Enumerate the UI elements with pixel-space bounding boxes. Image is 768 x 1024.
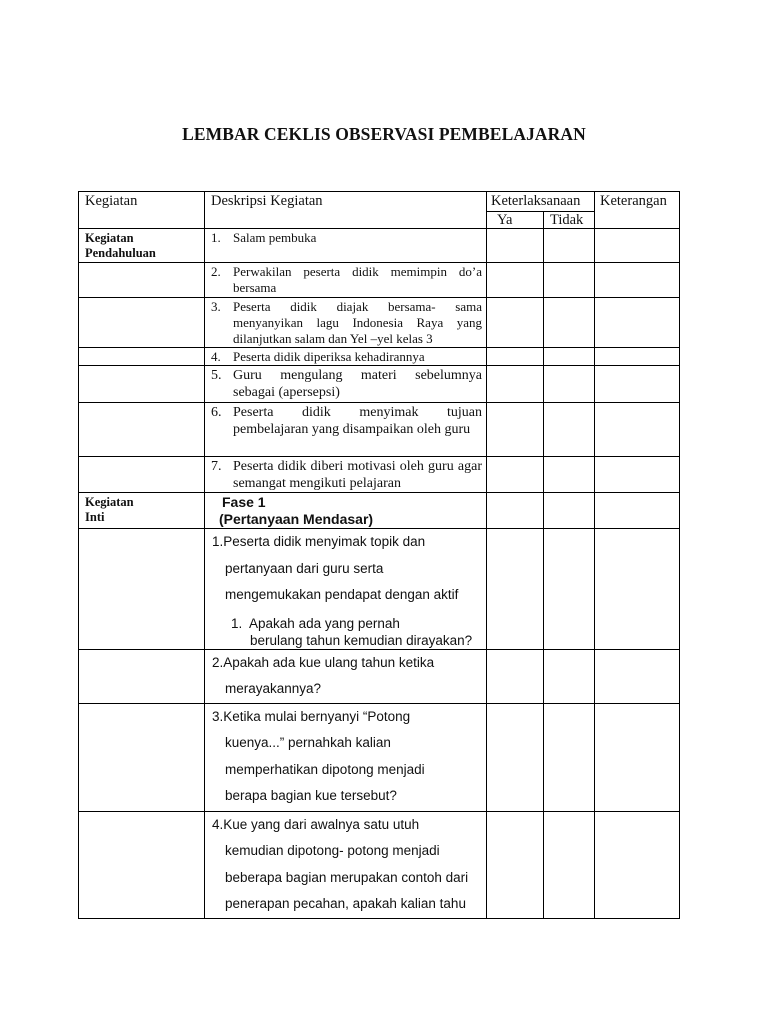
- header-keterangan: Keterangan: [595, 192, 680, 229]
- description-cell: [205, 529, 487, 650]
- ya-checkbox-cell[interactable]: [487, 703, 544, 811]
- item-text-line: Ketika mulai bernyanyi “Potong: [223, 708, 411, 724]
- item-text-line: Kue yang dari awalnya satu utuh: [223, 816, 420, 832]
- item-text-line: memperhatikan dipotong menjadi: [225, 761, 425, 777]
- table-row: [79, 298, 680, 348]
- tidak-checkbox-cell[interactable]: [544, 229, 595, 263]
- table-row: [79, 649, 680, 703]
- item-number: 6.: [211, 405, 222, 420]
- table-row: [79, 457, 680, 493]
- table-row: [79, 348, 680, 366]
- description-cell: [205, 366, 487, 403]
- description-cell: [205, 703, 487, 811]
- ya-checkbox-cell[interactable]: [487, 649, 544, 703]
- description-cell: [205, 229, 487, 263]
- description-cell: [205, 298, 487, 348]
- ya-checkbox-cell[interactable]: [487, 529, 544, 650]
- item-text-line: Peserta didik menyimak topik dan: [223, 534, 426, 549]
- tidak-checkbox-cell[interactable]: [544, 529, 595, 650]
- keterangan-cell[interactable]: [595, 263, 680, 298]
- keterangan-cell[interactable]: [595, 366, 680, 403]
- keterangan-cell[interactable]: [595, 493, 680, 529]
- table-row: [79, 529, 680, 650]
- ya-checkbox-cell[interactable]: [487, 298, 544, 348]
- tidak-checkbox-cell[interactable]: [544, 348, 595, 366]
- description-cell: [205, 811, 487, 918]
- fase-subtitle: (Pertanyaan Mendasar): [219, 511, 374, 527]
- item-number: 2.: [212, 654, 224, 670]
- section-label-inti: [79, 493, 205, 529]
- item-text: Peserta didik diajak bersama- sama menyanyikan lagu Indonesia Raya yang dilanjutkan salam dan Yel –yel kelas 3: [233, 299, 482, 346]
- header-deskripsi: Deskripsi Kegiatan: [205, 192, 487, 229]
- header-ya: Ya: [487, 212, 544, 229]
- section-label-inti-text: Kegiatan Inti: [85, 495, 134, 524]
- tidak-checkbox-cell[interactable]: [544, 703, 595, 811]
- ya-checkbox-cell[interactable]: [487, 811, 544, 918]
- item-text-line: kemudian dipotong- potong menjadi: [225, 843, 440, 858]
- keterangan-cell[interactable]: [595, 403, 680, 457]
- item-number: 3.: [212, 708, 224, 724]
- header-keterlaksanaan: Keterlaksanaan: [487, 192, 595, 212]
- tidak-checkbox-cell[interactable]: [544, 649, 595, 703]
- ya-checkbox-cell[interactable]: [487, 366, 544, 403]
- observation-checklist-table: [78, 191, 680, 919]
- ya-checkbox-cell[interactable]: [487, 457, 544, 493]
- item-text-line: Apakah ada kue ulang tahun ketika: [223, 654, 435, 670]
- item-number: 5.: [211, 368, 222, 383]
- header-tidak: Tidak: [544, 212, 595, 229]
- tidak-checkbox-cell[interactable]: [544, 263, 595, 298]
- item-number: 4.: [211, 349, 221, 364]
- description-cell: [205, 263, 487, 298]
- item-number: 3.: [211, 299, 221, 314]
- ya-checkbox-cell[interactable]: [487, 403, 544, 457]
- fase-heading: [205, 493, 487, 529]
- ya-checkbox-cell[interactable]: [487, 348, 544, 366]
- table-row: [79, 403, 680, 457]
- section-label-pendahuluan: Kegiatan Pendahuluan: [79, 229, 205, 263]
- tidak-checkbox-cell[interactable]: [544, 403, 595, 457]
- item-text-line: kuenya...” pernahkah kalian: [225, 735, 391, 750]
- ya-checkbox-cell[interactable]: [487, 229, 544, 263]
- keterangan-cell[interactable]: [595, 229, 680, 263]
- item-text-line: penerapan pecahan, apakah kalian tahu: [225, 896, 466, 911]
- item-number: 7.: [211, 459, 222, 474]
- item-text-line: beberapa bagian merupakan contoh dari: [225, 869, 469, 885]
- header-kegiatan: Kegiatan: [79, 192, 205, 229]
- sub-item-text: berulang tahun kemudian dirayakan?: [250, 632, 473, 648]
- table-row: [79, 263, 680, 298]
- item-text: Peserta didik menyimak tujuan pembelajaran yang disampaikan oleh guru: [233, 405, 482, 437]
- fase-title: Fase 1: [222, 494, 266, 510]
- keterangan-cell[interactable]: [595, 649, 680, 703]
- table-row: [79, 703, 680, 811]
- description-cell: [205, 457, 487, 493]
- item-number: 1.: [211, 230, 221, 245]
- item-text-line: pertanyaan dari guru serta: [225, 560, 384, 576]
- sub-item-text: Apakah ada yang pernah: [249, 615, 400, 631]
- table-row: [79, 493, 680, 529]
- tidak-checkbox-cell[interactable]: [544, 457, 595, 493]
- item-text-line: merayakannya?: [225, 681, 322, 696]
- tidak-checkbox-cell[interactable]: [544, 298, 595, 348]
- item-number: 4.: [212, 816, 224, 832]
- keterangan-cell[interactable]: [595, 703, 680, 811]
- keterangan-cell[interactable]: [595, 348, 680, 366]
- item-text-line: mengemukakan pendapat dengan aktif: [225, 587, 459, 602]
- ya-checkbox-cell[interactable]: [487, 263, 544, 298]
- tidak-checkbox-cell[interactable]: [544, 493, 595, 529]
- item-number: 2.: [211, 264, 221, 279]
- item-text-line: berapa bagian kue tersebut?: [225, 788, 397, 803]
- item-number: 1.: [212, 534, 224, 549]
- item-text: Guru mengulang materi sebelumnya sebagai (apersepsi): [233, 368, 482, 400]
- keterangan-cell[interactable]: [595, 811, 680, 918]
- keterangan-cell[interactable]: [595, 298, 680, 348]
- table-row: [79, 229, 680, 263]
- sub-item-number: 1.: [231, 615, 243, 631]
- table-row: [79, 366, 680, 403]
- keterangan-cell[interactable]: [595, 529, 680, 650]
- item-text: Peserta didik diberi motivasi oleh guru agar semangat mengikuti pelajaran: [233, 459, 482, 491]
- keterangan-cell[interactable]: [595, 457, 680, 493]
- description-cell: [205, 403, 487, 457]
- item-text: Perwakilan peserta didik memimpin do’a bersama: [233, 264, 482, 295]
- item-text: Salam pembuka: [233, 230, 317, 245]
- ya-checkbox-cell[interactable]: [487, 493, 544, 529]
- description-cell: [205, 649, 487, 703]
- item-text: Peserta didik diperiksa kehadirannya: [233, 349, 425, 364]
- tidak-checkbox-cell[interactable]: [544, 811, 595, 918]
- tidak-checkbox-cell[interactable]: [544, 366, 595, 403]
- table-row: [79, 811, 680, 918]
- description-cell: [205, 348, 487, 366]
- document-title: LEMBAR CEKLIS OBSERVASI PEMBELAJARAN: [182, 124, 586, 144]
